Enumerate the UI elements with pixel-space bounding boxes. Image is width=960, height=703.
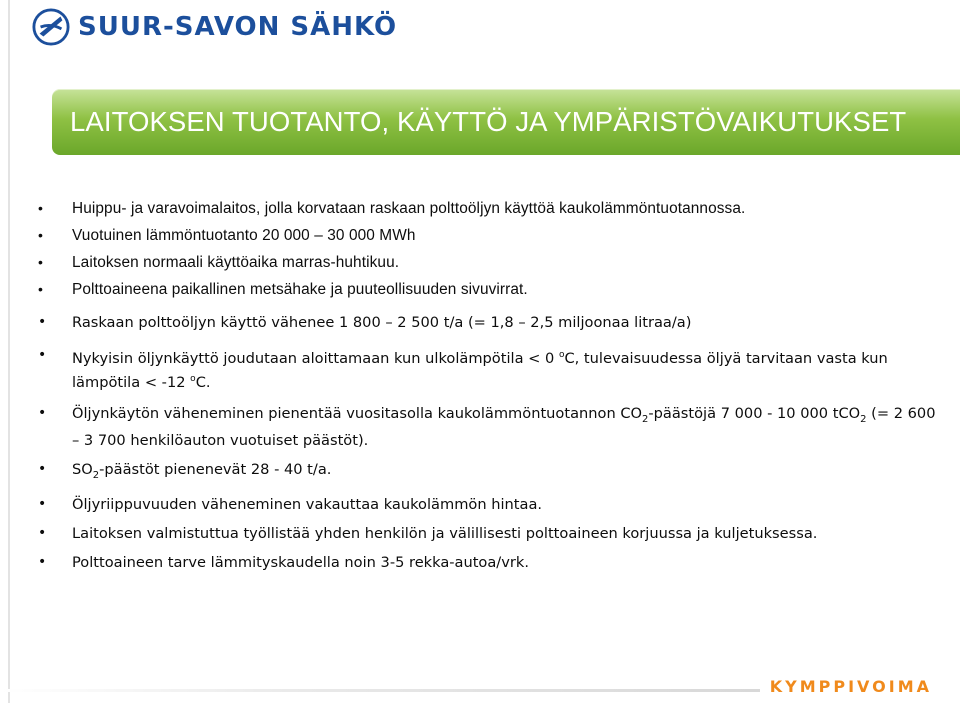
bullet-icon: • xyxy=(38,200,44,216)
list-item xyxy=(36,225,941,246)
page-title: LAITOKSEN TUOTANTO, KÄYTTÖ JA YMPÄRISTÖVAIKUTUKSET xyxy=(70,106,907,137)
list-item-text: Laitoksen normaali käyttöaika marras-huhtikuu. xyxy=(72,254,400,271)
subscript: 2 xyxy=(860,413,867,425)
list-item xyxy=(36,312,941,333)
bullet-icon: • xyxy=(38,314,47,330)
logo-emblem-icon xyxy=(32,8,70,46)
bullet-icon: • xyxy=(38,254,44,270)
bullet-icon: • xyxy=(38,404,47,421)
list-item-text: -päästöjä 7 000 - 10 000 tCO xyxy=(648,404,861,422)
list-item-text: Polttoaineen tarve lämmityskaudella noin 3-5 rekka-autoa/vrk. xyxy=(72,553,529,571)
bullet-icon: • xyxy=(38,524,47,541)
list-item-text: Öljynkäytön väheneminen pienentää vuositasolla kaukolämmöntuotannon CO xyxy=(72,404,643,422)
footer-divider xyxy=(0,689,760,692)
list-item-text: Raskaan polttoöljyn käyttö vähenee 1 800 – 2 500 t/a (= 1,8 – 2,5 miljoonaa litraa/a) xyxy=(72,314,692,331)
list-item-text: Huippu- ja varavoimalaitos, jolla korvataan raskaan polttoöljyn käyttöä kaukolämmöntuotannossa. xyxy=(72,200,746,217)
subscript: 2 xyxy=(642,413,649,425)
list-item-text: Nykyisin öljynkäyttö joudutaan aloittamaan kun ulkolämpötila < 0 xyxy=(72,349,559,367)
list-item xyxy=(36,403,941,451)
bullet-icon: • xyxy=(38,553,47,570)
title-banner xyxy=(52,89,960,155)
bullet-list xyxy=(36,198,941,573)
list-item xyxy=(36,345,941,393)
list-item xyxy=(36,459,941,486)
list-item xyxy=(36,279,941,300)
bullet-icon: • xyxy=(38,460,47,477)
list-item xyxy=(36,252,941,273)
list-item-text: (= 2 600 – 3 700 henkilöauton vuotuiset päästöt). xyxy=(72,404,936,449)
bullet-icon: • xyxy=(38,495,47,512)
bullet-icon: • xyxy=(38,227,44,243)
list-item-text: SO xyxy=(72,460,93,478)
logo-text: SUUR-SAVON SÄHKÖ xyxy=(78,12,398,42)
list-item xyxy=(36,198,941,219)
list-item xyxy=(36,552,941,573)
company-logo xyxy=(32,6,397,48)
bullet-icon: • xyxy=(38,281,44,297)
left-border-line xyxy=(8,0,10,703)
list-item-text: Öljyriippuvuuden väheneminen vakauttaa kaukolämmön hintaa. xyxy=(72,495,543,513)
list-item xyxy=(36,523,941,544)
degree-symbol: o xyxy=(190,373,196,384)
bullet-icon: • xyxy=(38,347,47,363)
list-item-text: Polttoaineena paikallinen metsähake ja puuteollisuuden sivuvirrat. xyxy=(72,281,528,298)
list-item-text: -päästöt pienenevät 28 - 40 t/a. xyxy=(99,460,332,478)
list-item-text: Vuotuinen lämmöntuotanto 20 000 – 30 000 MWh xyxy=(72,227,416,244)
list-item-text: Laitoksen valmistuttua työllistää yhden henkilön ja välillisesti polttoaineen korjuussa ja kuljetuksessa. xyxy=(72,524,818,542)
list-item-text: C. xyxy=(195,373,211,391)
list-item-text: C, tulevaisuudessa öljyä tarvitaan vasta kun lämpötila < -12 xyxy=(72,349,888,391)
degree-symbol: o xyxy=(558,350,565,360)
footer-brand: KYMPPIVOIMA xyxy=(769,677,932,696)
list-item xyxy=(36,494,941,515)
subscript: 2 xyxy=(92,469,100,481)
